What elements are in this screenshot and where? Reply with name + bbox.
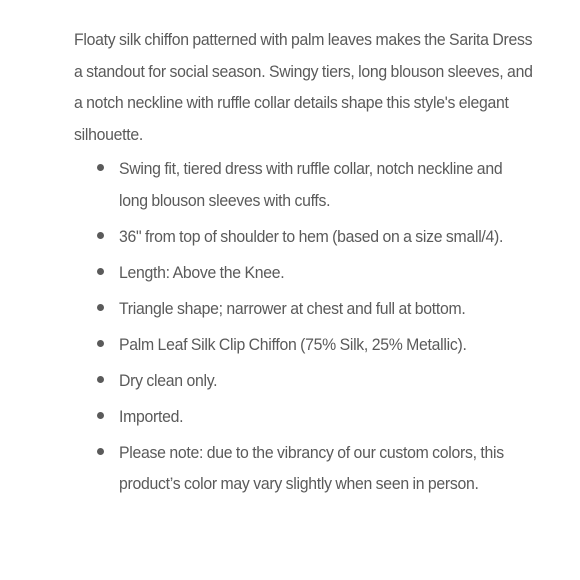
list-item-text: Please note: due to the vibrancy of our custom colors, this product’s color may vary slightly when seen in person. bbox=[119, 442, 504, 493]
list-item-text: Imported. bbox=[119, 406, 184, 426]
list-item bbox=[74, 437, 544, 500]
list-item bbox=[74, 329, 544, 361]
list-item-text: 36" from top of shoulder to hem (based on a size small/4). bbox=[119, 226, 504, 246]
bullet-dot-icon bbox=[97, 376, 104, 383]
bullet-dot-icon bbox=[97, 412, 104, 419]
bullet-dot-icon bbox=[97, 340, 104, 347]
list-item-text: Triangle shape; narrower at chest and full at bottom. bbox=[119, 298, 466, 318]
bullet-dot-icon bbox=[97, 268, 104, 275]
list-item bbox=[74, 401, 544, 433]
product-description bbox=[74, 24, 544, 504]
bullet-dot-icon bbox=[97, 448, 104, 455]
list-item bbox=[74, 365, 544, 397]
list-item bbox=[74, 293, 544, 325]
list-item-text: Dry clean only. bbox=[119, 370, 218, 390]
list-item-text: Swing fit, tiered dress with ruffle collar, notch neckline and long blouson sleeves with cuffs. bbox=[119, 159, 503, 210]
list-item-text: Palm Leaf Silk Clip Chiffon (75% Silk, 25% Metallic). bbox=[119, 334, 467, 354]
feature-list bbox=[74, 153, 544, 500]
bullet-dot-icon bbox=[97, 164, 104, 171]
list-item bbox=[74, 153, 544, 216]
list-item bbox=[74, 257, 544, 289]
bullet-dot-icon bbox=[97, 232, 104, 239]
list-item bbox=[74, 221, 544, 253]
bullet-dot-icon bbox=[97, 304, 104, 311]
description-intro: Floaty silk chiffon patterned with palm leaves makes the Sarita Dress a standout for social season. Swingy tiers, long blouson sleeves, and a notch neckline with ruffle collar details shape this style's elegant silhouette. bbox=[74, 30, 533, 144]
list-item-text: Length: Above the Knee. bbox=[119, 262, 285, 282]
